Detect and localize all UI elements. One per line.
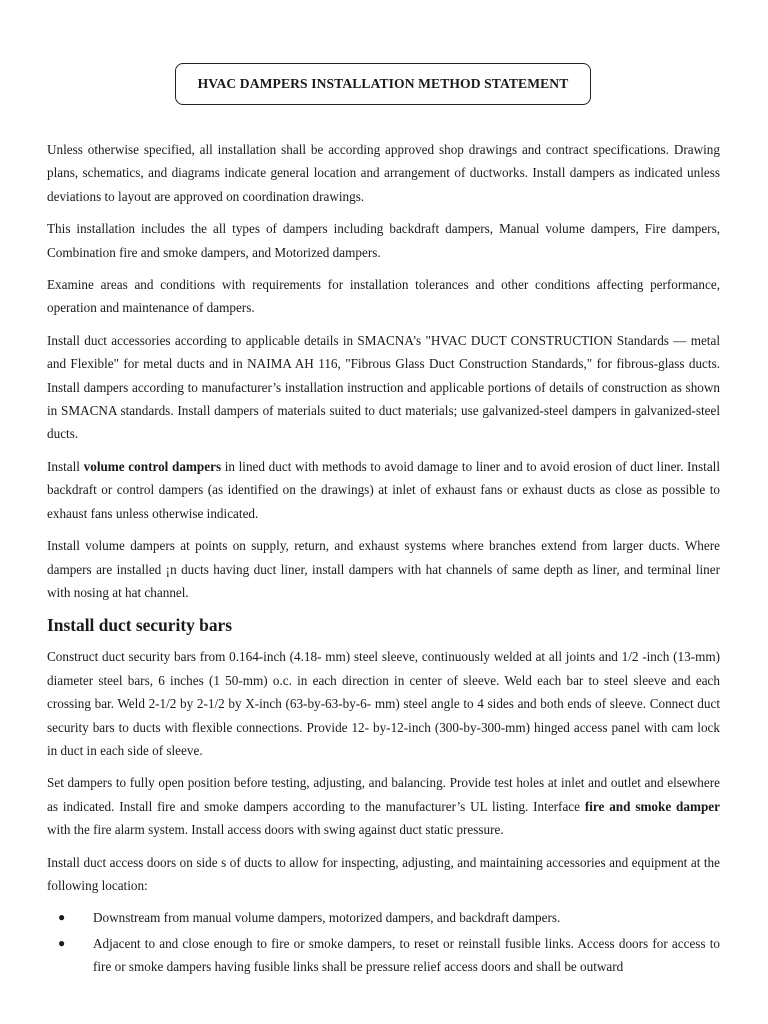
- title-box: [175, 63, 591, 105]
- text-run: with the fire alarm system. Install access doors with swing against duct static pressure.: [47, 822, 504, 838]
- paragraph-damper-types: This installation includes the all types of dampers including backdraft dampers, Manual volume dampers, Fire dampers, Combination fire and smoke dampers, and Motorized dampers.: [47, 221, 720, 260]
- section-heading-security-bars: Install duct security bars: [47, 615, 233, 636]
- paragraph-volume-control: [47, 455, 720, 525]
- page-title: HVAC DAMPERS INSTALLATION METHOD STATEMENT: [197, 76, 569, 91]
- list-item: [47, 906, 720, 929]
- paragraph-security-bars: Construct duct security bars from 0.164-inch (4.18- mm) steel sleeve, continuously welded at all joints and 1/2 -inch (13-mm) diameter steel bars, 6 inches (1 50-mm) o.c. in each direction in center of sleeve. Weld each bar to steel sleeve and each crossing bar. Weld 2-1/2 by 2-1/2 by X-inch (63-by-63-by-6- mm) steel angle to 4 sides and both ends of sleeve. Connect duct security bars to ducts with flexible connections. Provide 12- by-12-inch (300-by-300-mm) hinged access panel with cam lock in duct in each side of sleeve.: [47, 649, 720, 758]
- bullet-icon: ●: [58, 910, 66, 925]
- bullet-icon: ●: [58, 935, 66, 950]
- paragraph-access-doors: Install duct access doors on side s of ducts to allow for inspecting, adjusting, and maintaining accessories and equipment at the following location:: [47, 854, 720, 893]
- document-body: [47, 138, 720, 981]
- paragraph-testing: [47, 771, 720, 841]
- list-item-text: Downstream from manual volume dampers, motorized dampers, and backdraft dampers.: [93, 910, 561, 926]
- paragraph-general: Unless otherwise specified, all installation shall be according approved shop drawings and contract specifications. Drawing plans, schematics, and diagrams indicate general location and arrangement of ductworks. Install dampers as indicated unless deviations to layout are approved on coordination drawings.: [47, 142, 720, 204]
- text-run: Install: [47, 458, 84, 474]
- list-item-text: Adjacent to and close enough to fire or smoke dampers, to reset or reinstall fusible links. Access doors for access to fire or smoke dampers having fusible links shall be pressure relief access doors and shall be outward: [93, 935, 720, 975]
- paragraph-volume-dampers: Install volume dampers at points on supply, return, and exhaust systems where branches extend from larger ducts. Where dampers are installed ¡n ducts having duct liner, install dampers with hat channels of same depth as liner, and terminal liner with nosing at hat channel.: [47, 538, 720, 600]
- bullet-list: [47, 906, 720, 978]
- list-item: [47, 932, 720, 979]
- text-run: in lined duct with methods to avoid damage to liner and to avoid erosion of duct liner. Install backdraft or control dampers (as identified on the drawings) at inlet of exhaust fans or exhaust ducts as close as possible to exhaust fans unless otherwise indicated.: [47, 458, 720, 521]
- bold-term-fire-smoke-damper: fire and smoke damper: [584, 798, 721, 814]
- paragraph-examine: Examine areas and conditions with requirements for installation tolerances and other conditions affecting performance, operation and maintenance of dampers.: [47, 277, 720, 316]
- paragraph-duct-accessories: Install duct accessories according to applicable details in SMACNA’s "HVAC DUCT CONSTRUCTION Standards — metal and Flexible" for metal ducts and in NAIMA AH 116, "Fibrous Glass Duct Construction Standards," for fibrous-glass ducts. Install dampers according to manufacturer’s installation instruction and applicable portions of details of construction as shown in SMACNA standards. Install dampers of materials suited to duct materials; use galvanized-steel dampers in galvanized-steel ducts.: [47, 332, 720, 442]
- text-run: Set dampers to fully open position before testing, adjusting, and balancing. Provide test holes at inlet and outlet and elsewhere as indicated. Install fire and smoke dampers according to the manufacturer’s UL listing. Interface: [47, 775, 720, 814]
- bold-term-volume-control-dampers: volume control dampers: [83, 458, 222, 474]
